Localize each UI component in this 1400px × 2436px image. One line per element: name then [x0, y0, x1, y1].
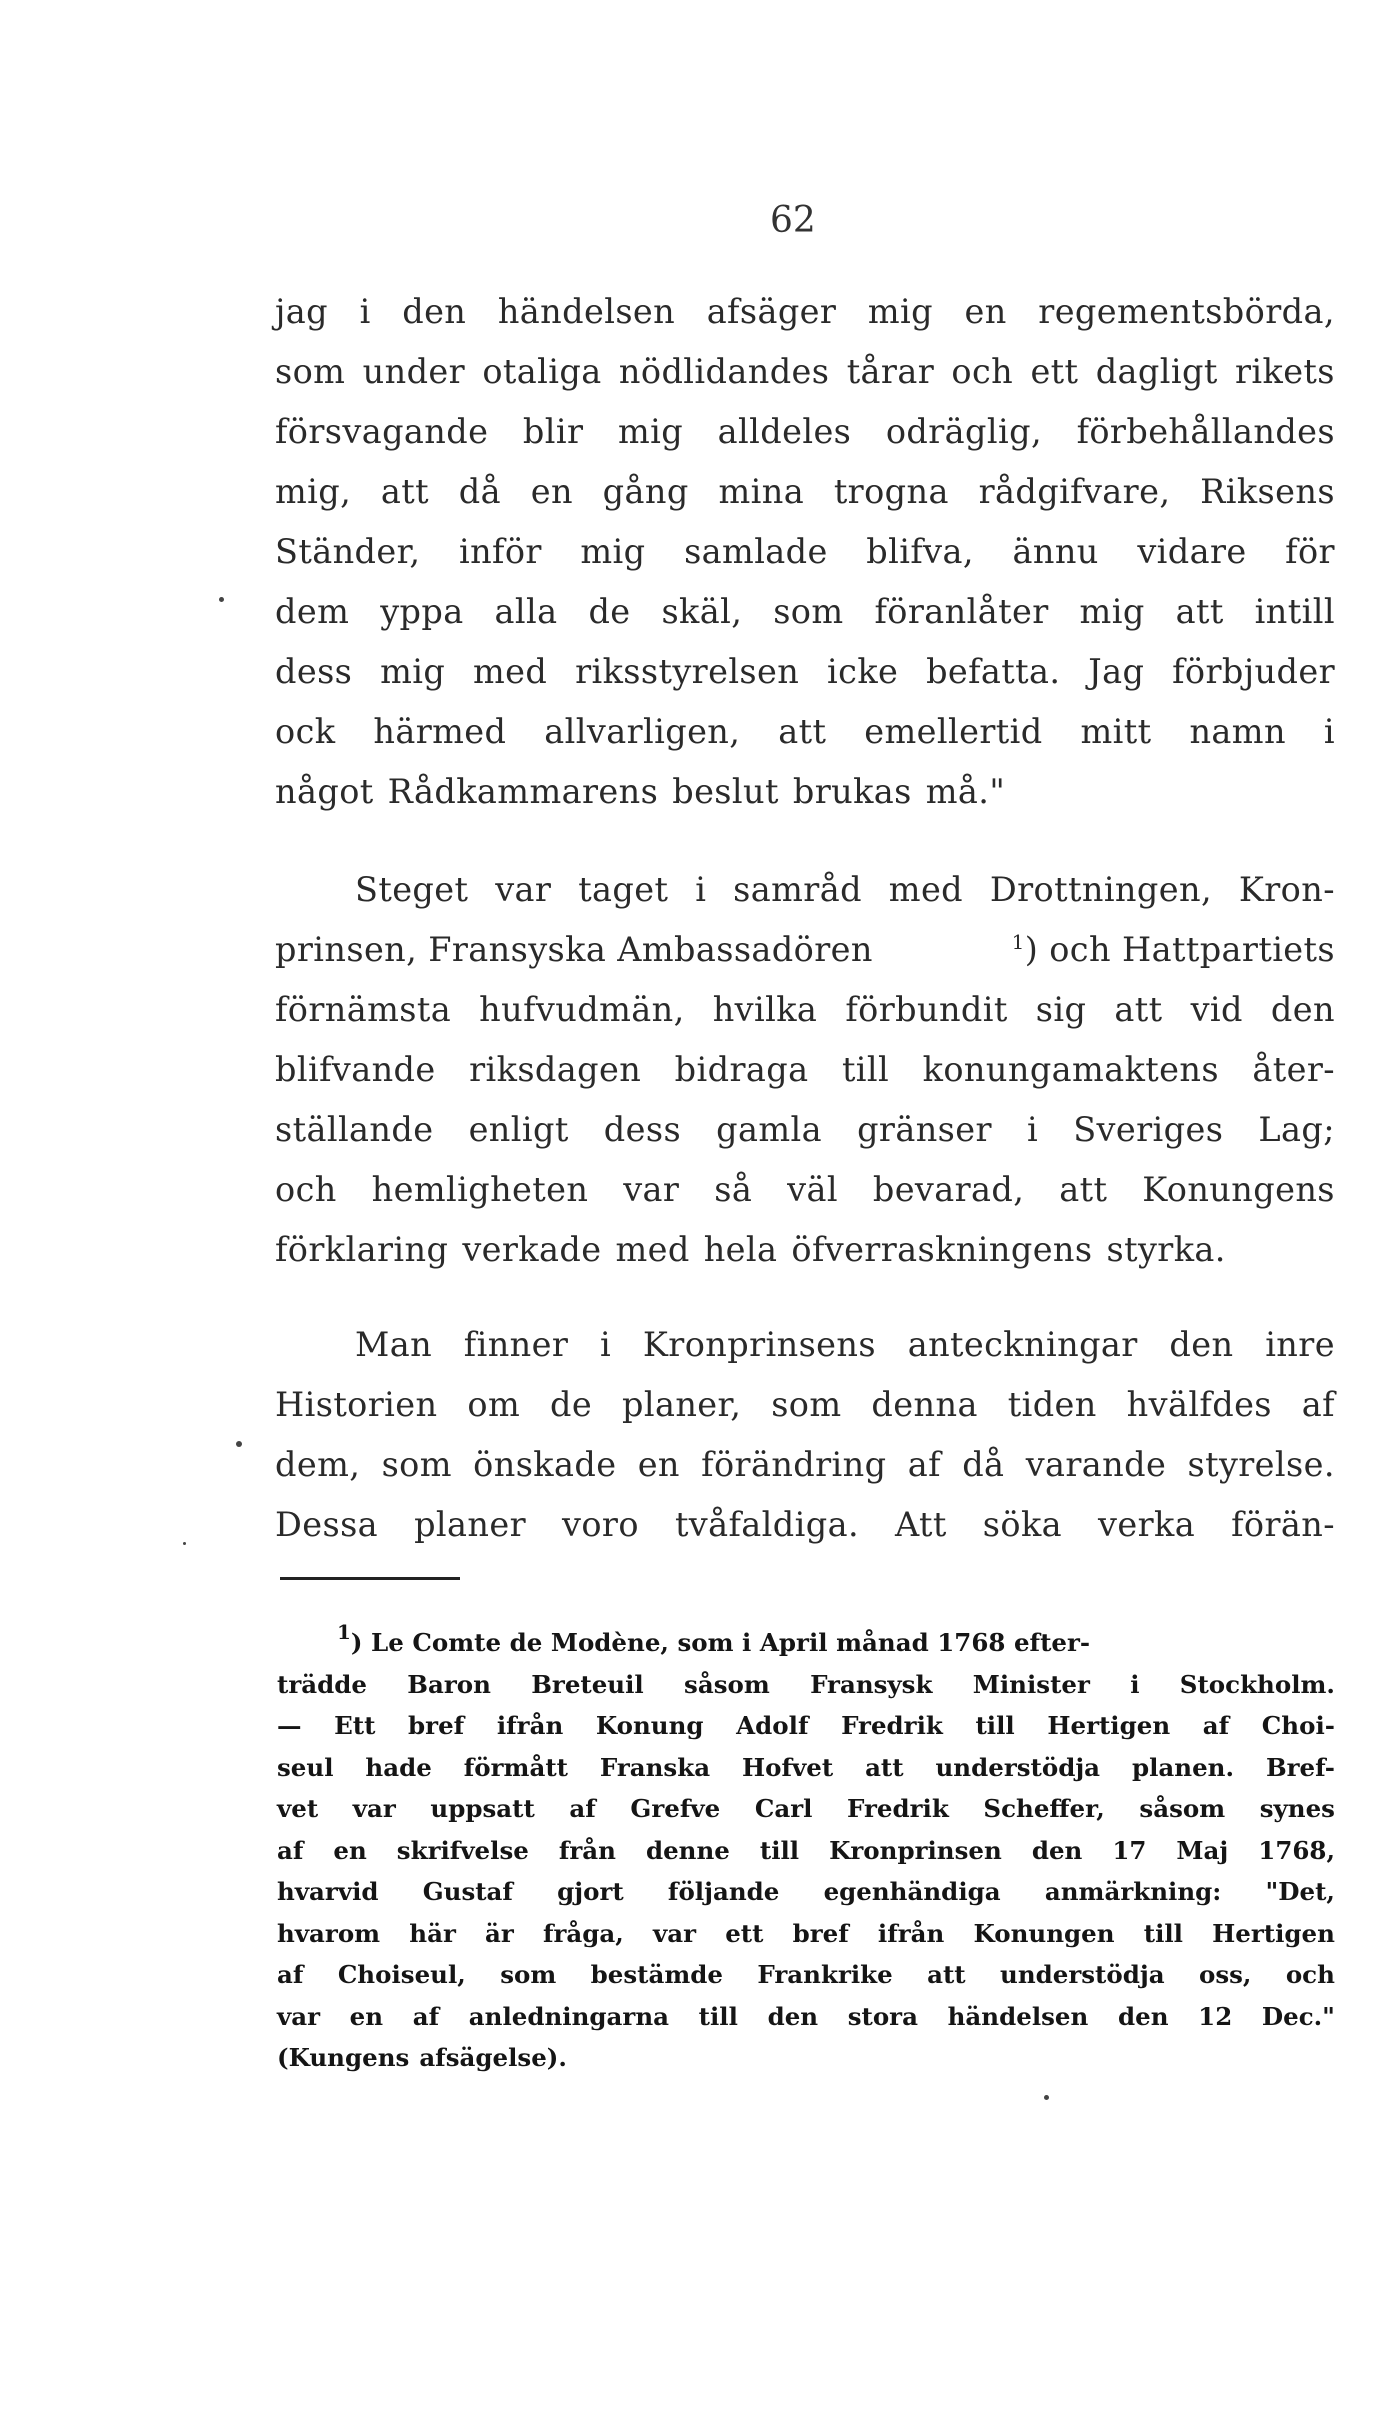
- word: nödlidandes: [618, 352, 830, 391]
- footnote-line: [277, 1705, 1335, 1747]
- text-segment: [1012, 920, 1335, 980]
- word: var: [653, 1918, 697, 1948]
- footnote-line: [277, 1954, 1335, 1996]
- word: Konungens: [1142, 1170, 1335, 1209]
- word: Gustaf: [422, 1877, 513, 1906]
- word: den: [1169, 1325, 1234, 1364]
- word: ock: [275, 712, 336, 751]
- word: att: [380, 472, 430, 511]
- word: bref: [792, 1918, 849, 1948]
- footnote-line: [277, 1996, 1335, 2038]
- word: hufvudmän,: [479, 990, 685, 1029]
- word: trogna: [833, 472, 949, 511]
- text-line: [275, 642, 1335, 702]
- word: inre: [1265, 1325, 1335, 1364]
- word: och: [275, 1170, 337, 1209]
- word: af: [277, 1835, 304, 1865]
- word: tvåfaldiga.: [674, 1505, 860, 1544]
- word: Baron: [407, 1669, 491, 1699]
- footnote: [277, 1622, 1335, 2079]
- word: denne: [645, 1835, 730, 1865]
- word: Kronprinsens: [642, 1325, 876, 1364]
- footnote-line: [277, 1830, 1335, 1872]
- word: voro: [562, 1505, 639, 1544]
- word: icke: [827, 652, 899, 691]
- word: och: [951, 352, 1014, 391]
- word: en: [349, 2001, 384, 2031]
- word: åter-: [1252, 1050, 1335, 1089]
- footnote-line: [277, 1913, 1335, 1955]
- word: af: [412, 2001, 440, 2031]
- word: önskade: [473, 1445, 617, 1484]
- word: planer,: [621, 1385, 742, 1424]
- word: förmått: [463, 1752, 568, 1782]
- word: var: [495, 870, 552, 909]
- word: mig: [380, 652, 446, 691]
- word: må.": [925, 772, 1006, 811]
- word: att: [1114, 990, 1163, 1029]
- word: ställande: [275, 1110, 434, 1149]
- footnote-line-text: [337, 1622, 1090, 1664]
- text-line: [275, 1435, 1335, 1495]
- text-line-with-note: [275, 920, 1335, 980]
- word: vid: [1190, 990, 1243, 1029]
- word: namn: [1189, 712, 1286, 751]
- word: till: [975, 1711, 1015, 1740]
- word: Minister: [972, 1669, 1090, 1699]
- word: Konung: [595, 1711, 704, 1740]
- word: Drottningen,: [989, 870, 1212, 909]
- word: Riksens: [1200, 472, 1335, 511]
- word: riksdagen: [469, 1050, 642, 1089]
- word: att: [1059, 1170, 1108, 1209]
- word: intill: [1254, 592, 1335, 631]
- word: seul: [277, 1752, 334, 1782]
- word: om: [467, 1385, 521, 1424]
- word: att: [1175, 592, 1224, 631]
- word: gamla: [716, 1110, 822, 1149]
- text-line: [275, 522, 1335, 582]
- word: stora: [847, 2001, 918, 2031]
- word: blir: [522, 412, 584, 451]
- text-line: [275, 980, 1335, 1040]
- page-number: 62: [770, 200, 816, 241]
- word: regementsbörda,: [1038, 292, 1335, 331]
- word: Sveriges: [1073, 1110, 1224, 1149]
- word: Dessa: [275, 1505, 379, 1544]
- word: Kronprinsen: [829, 1835, 1002, 1865]
- word: väl: [787, 1170, 838, 1209]
- word: anmärkning:: [1044, 1877, 1222, 1906]
- word: af: [907, 1445, 941, 1484]
- word: befatta.: [926, 652, 1061, 691]
- word: verkade: [462, 1230, 602, 1269]
- word: något: [275, 772, 374, 811]
- word: inför: [458, 532, 542, 571]
- word: mina: [718, 472, 805, 511]
- word: odräglig,: [885, 412, 1042, 451]
- word: blifva,: [866, 532, 974, 571]
- word: som: [771, 1385, 842, 1424]
- word: förnämsta: [275, 990, 452, 1029]
- word: händelsen: [497, 292, 676, 331]
- scan-speck: [1044, 2095, 1049, 2100]
- word: söka: [982, 1505, 1063, 1544]
- text-line: [275, 762, 1335, 822]
- text-line: [275, 1495, 1335, 1555]
- word: verka: [1098, 1505, 1196, 1544]
- word: blifvande: [275, 1050, 436, 1089]
- word: enligt: [468, 1110, 569, 1149]
- word: till: [1143, 1918, 1183, 1948]
- word: att: [865, 1752, 904, 1782]
- word: Choi-: [1261, 1711, 1335, 1740]
- word: Fredrik: [841, 1711, 943, 1740]
- word: rikets: [1234, 352, 1335, 391]
- word: mig: [867, 292, 933, 331]
- word: försvagande: [275, 412, 489, 451]
- word: hvarom: [277, 1918, 381, 1948]
- word: 12: [1198, 2001, 1233, 2031]
- word: (Kungens: [277, 2043, 410, 2072]
- word: den: [1270, 990, 1335, 1029]
- word: anledningarna: [468, 2001, 670, 2031]
- word: till: [759, 1835, 800, 1865]
- word: förbundit: [845, 990, 1008, 1029]
- word: ifrån: [496, 1711, 564, 1740]
- word: förbehållandes: [1076, 412, 1335, 451]
- word: Grefve: [630, 1794, 721, 1823]
- text-line: [275, 462, 1335, 522]
- word: då: [962, 1445, 1005, 1484]
- word: af: [1301, 1385, 1335, 1424]
- word: alla: [494, 592, 558, 631]
- word: Bref-: [1265, 1752, 1335, 1782]
- word: gång: [602, 472, 689, 511]
- word: brukas: [792, 772, 912, 811]
- word: de: [550, 1385, 593, 1424]
- text-line: [275, 1100, 1335, 1160]
- word: emellertid: [864, 712, 1043, 751]
- word: anteckningar: [907, 1325, 1138, 1364]
- word: ifrån: [877, 1918, 945, 1948]
- word: att: [778, 712, 827, 751]
- word: den: [402, 292, 467, 331]
- word: då: [458, 472, 501, 511]
- word: ett: [725, 1918, 764, 1948]
- footnote-marker: 1: [337, 1620, 351, 1644]
- word: i: [1130, 1669, 1140, 1699]
- word: Historien: [275, 1385, 438, 1424]
- word: synes: [1259, 1794, 1335, 1823]
- word: mitt: [1080, 712, 1152, 751]
- word: Fransysk: [810, 1669, 933, 1699]
- footnote-line: [277, 1664, 1335, 1706]
- word: med: [888, 870, 964, 909]
- text-segment: ) Le Comte de Modène, som i April månad 1768 efter-: [350, 1628, 1091, 1657]
- word: de: [588, 592, 631, 631]
- word: följande: [667, 1877, 780, 1906]
- word: Lag;: [1258, 1110, 1335, 1149]
- word: jag: [275, 292, 329, 331]
- word: dess: [603, 1110, 682, 1149]
- word: ännu: [1012, 532, 1099, 571]
- word: otaliga: [482, 352, 602, 391]
- word: föranlåter: [874, 592, 1049, 631]
- word: rådgifvare,: [978, 472, 1171, 511]
- word: bref: [408, 1711, 465, 1740]
- word: härmed: [373, 712, 507, 751]
- text-segment: prinsen, Fransyska Ambassadören: [275, 930, 873, 969]
- paragraph-1: [275, 282, 1335, 822]
- word: gränser: [857, 1110, 992, 1149]
- footnote-line: [277, 1871, 1335, 1913]
- word: samråd: [733, 870, 862, 909]
- word: oss,: [1198, 1960, 1252, 1989]
- word: Frankrike: [757, 1960, 893, 1989]
- word: understödja: [1000, 1960, 1165, 1989]
- footnote-line: [277, 1622, 1335, 1664]
- text-line: [275, 702, 1335, 762]
- word: Hofvet: [741, 1752, 834, 1782]
- word: med: [615, 1230, 690, 1269]
- word: mig,: [275, 472, 352, 511]
- word: Hertigen: [1212, 1918, 1335, 1948]
- word: Kron-: [1238, 870, 1335, 909]
- word: 1768,: [1258, 1835, 1335, 1865]
- word: hade: [365, 1752, 432, 1782]
- text-line: [275, 1040, 1335, 1100]
- word: Dec.": [1261, 2001, 1335, 2031]
- word: och: [1285, 1960, 1335, 1989]
- word: skäl,: [661, 592, 743, 631]
- word: afsäger: [706, 292, 837, 331]
- word: Man: [355, 1325, 433, 1364]
- word: bevarad,: [872, 1170, 1025, 1209]
- word: i: [359, 292, 371, 331]
- word: Stockholm.: [1179, 1669, 1335, 1699]
- scan-speck: [219, 597, 224, 602]
- word: bestämde: [590, 1960, 724, 1989]
- word: skrifvelse: [396, 1835, 529, 1865]
- word: hvilka: [712, 990, 818, 1029]
- word: den: [1031, 1835, 1083, 1865]
- word: Scheffer,: [983, 1794, 1105, 1823]
- word: tiden: [1007, 1385, 1097, 1424]
- word: trädde: [277, 1669, 367, 1699]
- word: som: [381, 1445, 452, 1484]
- footnote-line: [277, 1788, 1335, 1830]
- word: —: [277, 1711, 302, 1740]
- word: hela: [703, 1230, 778, 1269]
- word: förän-: [1231, 1505, 1335, 1544]
- word: Carl: [754, 1794, 813, 1823]
- word: tårar: [846, 352, 935, 391]
- word: Att: [895, 1505, 947, 1544]
- word: afsägelse).: [419, 2043, 567, 2072]
- text-line: [275, 282, 1335, 342]
- word: riksstyrelsen: [575, 652, 800, 691]
- scan-speck: [236, 1441, 242, 1447]
- word: som: [275, 352, 346, 391]
- footnote-rule: [280, 1577, 460, 1580]
- word: Fredrik: [847, 1794, 949, 1823]
- word: uppsatt: [430, 1794, 535, 1823]
- word: gjort: [557, 1877, 624, 1906]
- word: Ständer,: [275, 532, 421, 571]
- word: "Det,: [1265, 1877, 1335, 1906]
- word: hvälfdes: [1126, 1385, 1272, 1424]
- word: i: [695, 870, 707, 909]
- word: Rådkammarens: [387, 772, 659, 811]
- word: dess: [275, 652, 353, 691]
- text-line: [275, 1220, 1335, 1280]
- footnote-reference: 1: [1011, 930, 1025, 954]
- word: sig: [1035, 990, 1087, 1029]
- word: en: [637, 1445, 680, 1484]
- word: öfverraskningens: [791, 1230, 1093, 1269]
- word: händelsen: [947, 2001, 1089, 2031]
- footnote-line: [277, 2037, 1335, 2079]
- word: den: [1117, 2001, 1169, 2031]
- text-line: [275, 1375, 1335, 1435]
- word: under: [362, 352, 466, 391]
- word: en: [530, 472, 573, 511]
- word: Konungen: [973, 1918, 1115, 1948]
- word: denna: [871, 1385, 978, 1424]
- word: som: [500, 1960, 557, 1989]
- word: fråga,: [542, 1918, 624, 1948]
- word: en: [333, 1835, 367, 1865]
- word: i: [1027, 1110, 1039, 1149]
- word: hvarvid: [277, 1877, 379, 1906]
- word: konungamaktens: [922, 1050, 1219, 1089]
- word: Jag: [1088, 652, 1145, 691]
- word: planer: [414, 1505, 527, 1544]
- text-line: [275, 342, 1335, 402]
- word: mig: [580, 532, 646, 571]
- word: såsom: [684, 1669, 770, 1699]
- word: taget: [578, 870, 669, 909]
- word: med: [473, 652, 548, 691]
- word: den: [767, 2001, 819, 2031]
- word: dem,: [275, 1445, 361, 1484]
- word: var: [277, 2001, 321, 2031]
- word: dagligt: [1095, 352, 1218, 391]
- paragraph-3: [275, 1315, 1335, 1555]
- word: Breteuil: [531, 1669, 644, 1699]
- word: planen.: [1131, 1752, 1235, 1782]
- word: af: [277, 1960, 304, 1989]
- word: varande: [1025, 1445, 1167, 1484]
- word: för: [1285, 532, 1335, 571]
- word: så: [714, 1170, 753, 1209]
- word: att: [927, 1960, 966, 1989]
- word: Ett: [334, 1711, 376, 1740]
- word: Choiseul,: [337, 1960, 466, 1989]
- word: här: [409, 1918, 456, 1948]
- word: vidare: [1137, 532, 1247, 571]
- word: mig: [1079, 592, 1145, 631]
- word: mig: [617, 412, 684, 451]
- word: yppa: [380, 592, 464, 631]
- word: egenhändiga: [823, 1877, 1001, 1906]
- footnote-line: [277, 1747, 1335, 1789]
- word: en: [964, 292, 1007, 331]
- word: hemligheten: [371, 1170, 589, 1209]
- word: Hertigen: [1047, 1711, 1171, 1740]
- word: allvarligen,: [544, 712, 741, 751]
- word: 17: [1112, 1835, 1147, 1865]
- text-segment: ) och Hattpartiets: [1024, 930, 1335, 969]
- word: styrelse.: [1187, 1445, 1335, 1484]
- word: till: [698, 2001, 738, 2031]
- word: som: [773, 592, 844, 631]
- word: Franska: [599, 1752, 711, 1782]
- word: Adolf: [736, 1711, 809, 1740]
- word: i: [1323, 712, 1335, 751]
- word: var: [623, 1170, 680, 1209]
- word: är: [485, 1918, 514, 1948]
- text-line: [275, 860, 1335, 920]
- word: dem: [275, 592, 350, 631]
- word: alldeles: [717, 412, 852, 451]
- paragraph-2: [275, 860, 1335, 1280]
- word: från: [558, 1835, 616, 1865]
- word: bidraga: [674, 1050, 809, 1089]
- word: vet: [277, 1794, 319, 1823]
- text-line: [275, 1160, 1335, 1220]
- text-line: [275, 1315, 1335, 1375]
- word: ett: [1030, 352, 1079, 391]
- word: beslut: [672, 772, 779, 811]
- text-line: [275, 402, 1335, 462]
- word: var: [352, 1794, 396, 1823]
- word: styrka.: [1106, 1230, 1226, 1269]
- word: förklaring: [275, 1230, 449, 1269]
- text-line: [275, 582, 1335, 642]
- word: Maj: [1176, 1835, 1229, 1865]
- word: förbjuder: [1172, 652, 1335, 691]
- word: till: [841, 1050, 890, 1089]
- word: finner: [463, 1325, 569, 1364]
- word: Steget: [355, 870, 469, 909]
- word: förändring: [701, 1445, 887, 1484]
- word: af: [569, 1794, 596, 1823]
- scan-speck: [183, 1542, 186, 1545]
- word: understödja: [935, 1752, 1101, 1782]
- word: såsom: [1139, 1794, 1226, 1823]
- word: samlade: [684, 532, 828, 571]
- word: af: [1202, 1711, 1230, 1740]
- word: i: [600, 1325, 612, 1364]
